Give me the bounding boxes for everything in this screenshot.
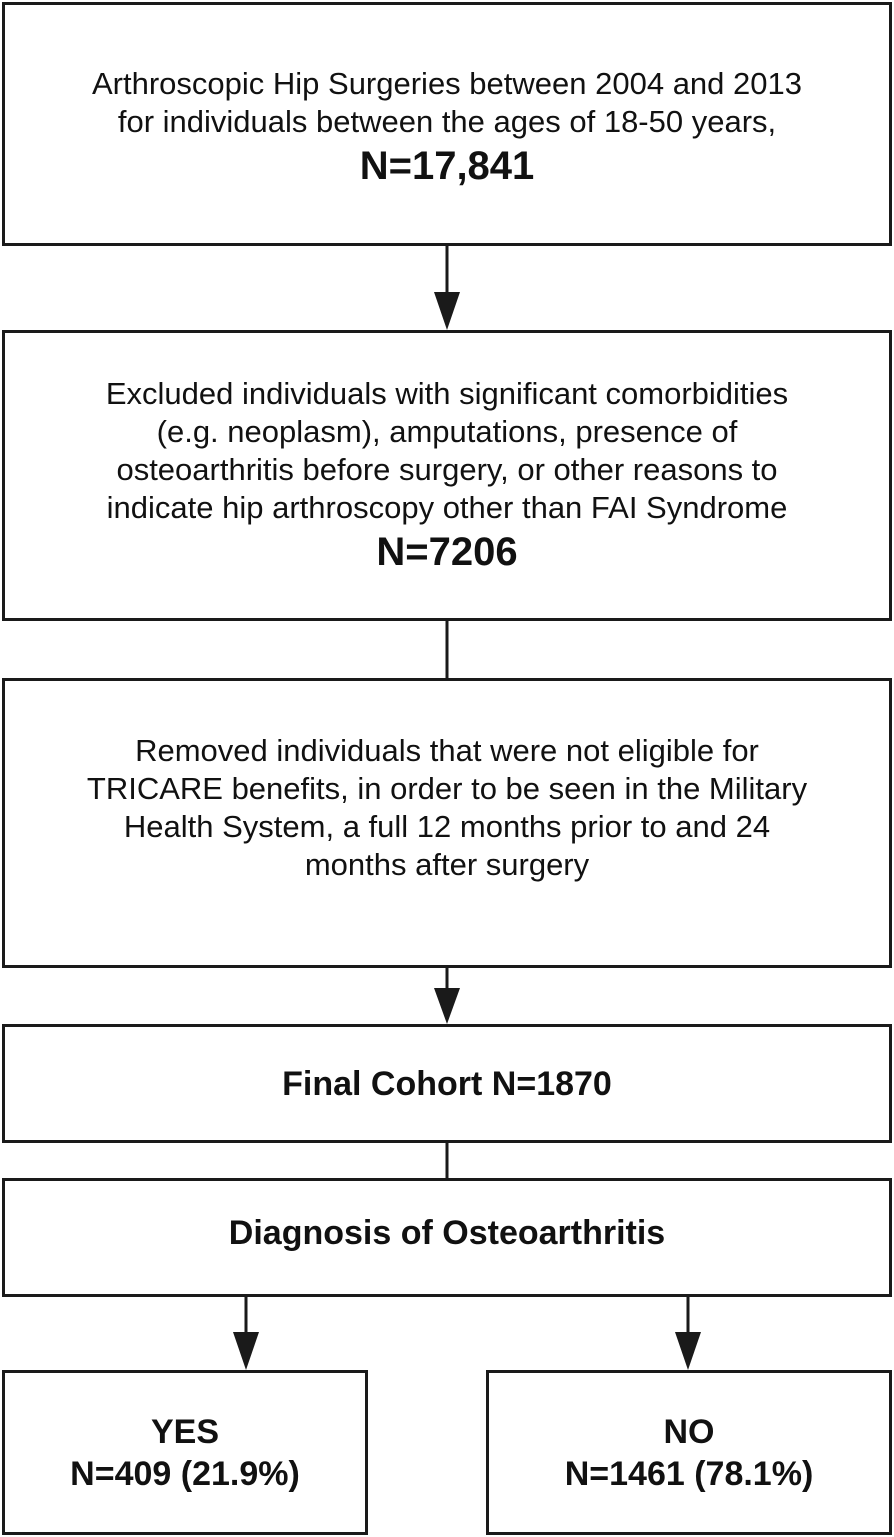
- removed-line-3: Health System, a full 12 months prior to and 24: [123, 809, 771, 844]
- final-cohort-box: [2, 1024, 892, 1143]
- yes-count: N=409 (21.9%): [70, 1454, 300, 1493]
- initial-line-2: for individuals between the ages of 18-50 years,: [117, 104, 777, 139]
- arrowhead-initial-excluded: [434, 292, 460, 330]
- excluded-line-3: osteoarthritis before surgery, or other reasons to: [116, 451, 778, 487]
- diagnosis-box: [2, 1178, 892, 1297]
- yes-label: YES: [150, 1412, 220, 1451]
- excluded-count: N=7206: [376, 529, 518, 574]
- excluded-box: [2, 330, 892, 621]
- initial-population-box: [2, 2, 892, 246]
- removed-line-4: months after surgery: [304, 847, 590, 882]
- arrowhead-removed-final: [434, 988, 460, 1024]
- yes-box: [2, 1370, 368, 1535]
- initial-count: N=17,841: [359, 144, 535, 188]
- excluded-line-4: indicate hip arthroscopy other than FAI Syndrome: [106, 489, 788, 525]
- arrowhead-diagnosis-yes: [233, 1332, 259, 1370]
- excluded-line-2: (e.g. neoplasm), amputations, presence of: [156, 413, 738, 449]
- no-label: NO: [663, 1412, 715, 1451]
- no-count: N=1461 (78.1%): [564, 1454, 814, 1493]
- diagnosis-label: Diagnosis of Osteoarthritis: [228, 1213, 666, 1252]
- arrowhead-diagnosis-no: [675, 1332, 701, 1370]
- final-cohort-label: Final Cohort N=1870: [282, 1064, 612, 1103]
- excluded-line-1: Excluded individuals with significant comorbidities: [105, 375, 789, 411]
- no-box: [486, 1370, 892, 1535]
- removed-line-2: TRICARE benefits, in order to be seen in the Military: [86, 771, 808, 806]
- initial-line-1: Arthroscopic Hip Surgeries between 2004 and 2013: [91, 66, 802, 101]
- removed-line-1: Removed individuals that were not eligible for: [135, 733, 759, 768]
- removed-box: [2, 678, 892, 968]
